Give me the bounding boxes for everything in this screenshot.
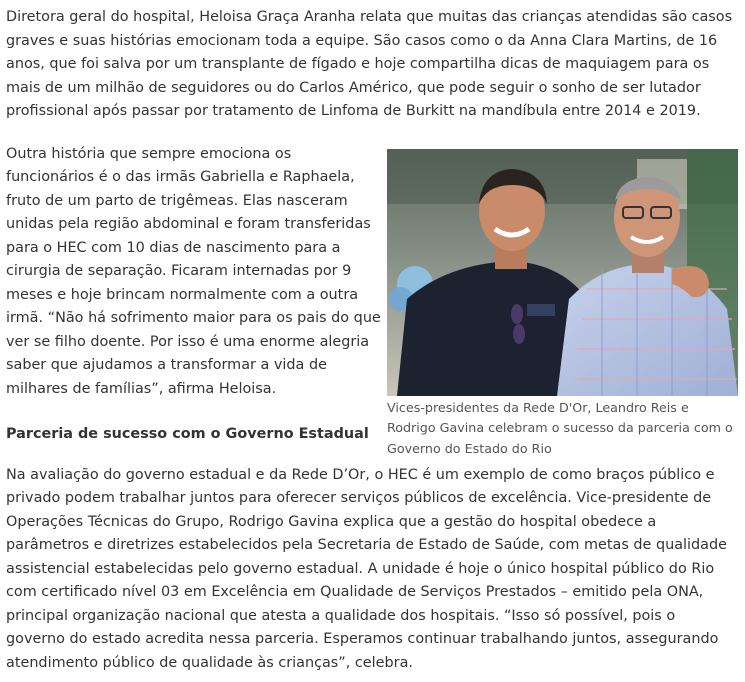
section-title: Parceria de sucesso com o Governo Estadual: [6, 426, 369, 442]
article-paragraph-3: Na avaliação do governo estadual e da Rede D’Or, o HEC é um exemplo de como braços público e privado podem trabalhar juntos para oferecer serviços públicos de excelência. Vice-presidente de Operações Técnicas do Grupo, Rodrigo Gavina explica que a gestão do hospital obedece a parâmetros e diretrizes estabelecidos pela Secretaria de Estado de Saúde, com metas de qualidade assistencial estabelecidas pelo governo estadual. A unidade é hoje o único hospital público do Rio com certificado nível 03 em Excelência em Qualidade de Serviços Prestados – emitido pela ONA, principal organização nacional que atesta a qualidade dos hospitais. “Isso só possível, pois o governo do estado acredita nessa parceria. Esperamos continuar trabalhando juntos, assegurando atendimento público de qualidade às crianças”, celebra.: [6, 466, 727, 671]
article: [6, 6, 738, 675]
photo-caption: Vices-presidentes da Rede D'Or, Leandro Reis e Rodrigo Gavina celebram o sucesso da parceria com o Governo do Estado do Rio: [387, 399, 733, 456]
article-figure: [387, 143, 738, 460]
article-paragraph-2: Outra história que sempre emociona os funcionários é o das irmãs Gabriella e Raphaela, fruto de um parto de trigêmeas. Elas nasceram unidas pela região abdominal e foram transferidas para o HEC com 10 dias de nascimento para a cirurgia de separação. Ficaram internadas por 9 meses e hoje brincam normalmente com a outra irmã. “Não há sofrimento maior para os pais do que ver se filho doente. Por isso é uma enorme alegria saber que ajudamos a transformar a vida de milhares de famílias”, afirma Heloisa.: [6, 145, 381, 397]
article-photo[interactable]: [387, 149, 738, 396]
photo-illustration: [387, 149, 738, 396]
article-paragraph-1: Diretora geral do hospital, Heloisa Graça Aranha relata que muitas das crianças atendidas são casos graves e suas histórias emocionam toda a equipe. São casos como o da Anna Clara Martins, de 16 anos, que foi salva por um transplante de fígado e hoje compartilha dicas de maquiagem para os mais de um milhão de seguidores ou do Carlos Américo, que pode seguir o sonho de ser lutador profissional após passar por tratamento de Linfoma de Burkitt na mandíbula entre 2014 e 2019.: [6, 9, 733, 119]
